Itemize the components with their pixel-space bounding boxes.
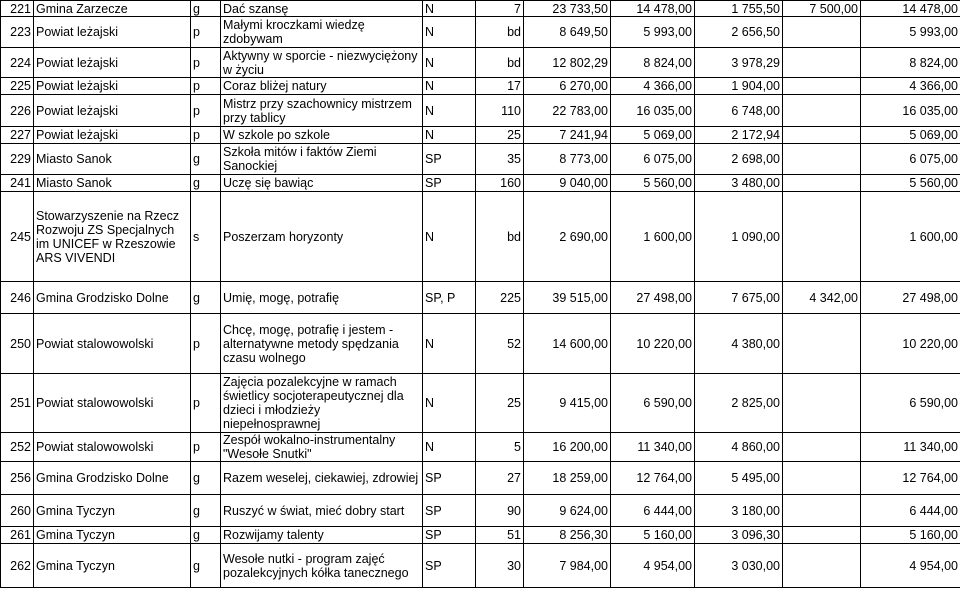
- requested-amount: 5 069,00: [611, 127, 695, 144]
- table-row: [1, 144, 960, 175]
- participant-count: 225: [476, 282, 524, 314]
- row-id: 250: [1, 314, 34, 374]
- applicant-name: Gmina Grodzisko Dolne: [34, 462, 191, 495]
- applicant-type: s: [191, 192, 221, 282]
- other-funds: [783, 527, 861, 544]
- table-row: [1, 282, 960, 314]
- school-type: N: [423, 127, 476, 144]
- project-title: Umię, mogę, potrafię: [221, 282, 423, 314]
- requested-amount: 4 954,00: [611, 544, 695, 588]
- school-type: N: [423, 1, 476, 17]
- table-row: [1, 527, 960, 544]
- own-contribution: 5 495,00: [695, 462, 783, 495]
- row-id: 225: [1, 78, 34, 95]
- total-cost: 8 256,30: [524, 527, 611, 544]
- applicant-type: g: [191, 527, 221, 544]
- project-title: Zespół wokalno-instrumentalny "Wesołe Snutki": [221, 433, 423, 462]
- applicant-name: Powiat leżajski: [34, 78, 191, 95]
- granted-amount: 5 993,00: [861, 17, 960, 48]
- other-funds: [783, 95, 861, 127]
- project-title: Wesołe nutki - program zajęć pozalekcyjnych kółka tanecznego: [221, 544, 423, 588]
- requested-amount: 6 590,00: [611, 374, 695, 433]
- school-type: N: [423, 433, 476, 462]
- requested-amount: 6 444,00: [611, 495, 695, 527]
- other-funds: [783, 374, 861, 433]
- total-cost: 23 733,50: [524, 1, 611, 17]
- applicant-name: Powiat stalowowolski: [34, 374, 191, 433]
- project-title: Mistrz przy szachownicy mistrzem przy tablicy: [221, 95, 423, 127]
- school-type: SP: [423, 544, 476, 588]
- participant-count: 25: [476, 127, 524, 144]
- applicant-type: g: [191, 462, 221, 495]
- project-title: Ruszyć w świat, mieć dobry start: [221, 495, 423, 527]
- participant-count: 5: [476, 433, 524, 462]
- project-title: Poszerzam horyzonty: [221, 192, 423, 282]
- other-funds: [783, 192, 861, 282]
- row-id: 260: [1, 495, 34, 527]
- row-id: 224: [1, 48, 34, 78]
- project-title: Dać szansę: [221, 1, 423, 17]
- own-contribution: 2 656,50: [695, 17, 783, 48]
- row-id: 223: [1, 17, 34, 48]
- applicant-name: Powiat leżajski: [34, 95, 191, 127]
- requested-amount: 1 600,00: [611, 192, 695, 282]
- applicant-name: Miasto Sanok: [34, 144, 191, 175]
- project-title: Aktywny w sporcie - niezwyciężony w życiu: [221, 48, 423, 78]
- participant-count: 27: [476, 462, 524, 495]
- row-id: 252: [1, 433, 34, 462]
- own-contribution: 3 480,00: [695, 175, 783, 192]
- school-type: N: [423, 78, 476, 95]
- applicant-type: p: [191, 374, 221, 433]
- granted-amount: 12 764,00: [861, 462, 960, 495]
- project-title: Razem weselej, ciekawiej, zdrowiej: [221, 462, 423, 495]
- school-type: SP: [423, 175, 476, 192]
- applicant-type: p: [191, 17, 221, 48]
- total-cost: 9 040,00: [524, 175, 611, 192]
- requested-amount: 12 764,00: [611, 462, 695, 495]
- row-id: 241: [1, 175, 34, 192]
- applicant-type: g: [191, 144, 221, 175]
- participant-count: 35: [476, 144, 524, 175]
- own-contribution: 2 172,94: [695, 127, 783, 144]
- applicant-type: p: [191, 433, 221, 462]
- own-contribution: 3 096,30: [695, 527, 783, 544]
- participant-count: 52: [476, 314, 524, 374]
- granted-amount: 27 498,00: [861, 282, 960, 314]
- applicant-name: Gmina Grodzisko Dolne: [34, 282, 191, 314]
- row-id: 245: [1, 192, 34, 282]
- applicant-type: g: [191, 175, 221, 192]
- participant-count: 110: [476, 95, 524, 127]
- participant-count: 25: [476, 374, 524, 433]
- requested-amount: 14 478,00: [611, 1, 695, 17]
- applicant-name: Gmina Tyczyn: [34, 495, 191, 527]
- own-contribution: 4 860,00: [695, 433, 783, 462]
- granted-amount: 6 075,00: [861, 144, 960, 175]
- requested-amount: 16 035,00: [611, 95, 695, 127]
- own-contribution: 2 825,00: [695, 374, 783, 433]
- other-funds: [783, 175, 861, 192]
- project-title: Małymi kroczkami wiedzę zdobywam: [221, 17, 423, 48]
- applicant-type: p: [191, 78, 221, 95]
- other-funds: 4 342,00: [783, 282, 861, 314]
- school-type: N: [423, 374, 476, 433]
- project-title: W szkole po szkole: [221, 127, 423, 144]
- applicant-type: p: [191, 127, 221, 144]
- participant-count: bd: [476, 192, 524, 282]
- row-id: 229: [1, 144, 34, 175]
- other-funds: [783, 495, 861, 527]
- school-type: SP: [423, 495, 476, 527]
- project-title: Uczę się bawiąc: [221, 175, 423, 192]
- table-row: [1, 1, 960, 17]
- granted-amount: 6 444,00: [861, 495, 960, 527]
- table-row: [1, 462, 960, 495]
- other-funds: [783, 462, 861, 495]
- project-title: Coraz bliżej natury: [221, 78, 423, 95]
- total-cost: 6 270,00: [524, 78, 611, 95]
- school-type: N: [423, 192, 476, 282]
- other-funds: [783, 433, 861, 462]
- other-funds: [783, 544, 861, 588]
- granted-amount: 4 366,00: [861, 78, 960, 95]
- participant-count: 7: [476, 1, 524, 17]
- own-contribution: 3 030,00: [695, 544, 783, 588]
- applicant-type: g: [191, 495, 221, 527]
- own-contribution: 3 978,29: [695, 48, 783, 78]
- other-funds: [783, 127, 861, 144]
- table-row: [1, 374, 960, 433]
- requested-amount: 11 340,00: [611, 433, 695, 462]
- applicant-name: Gmina Tyczyn: [34, 544, 191, 588]
- table-row: [1, 95, 960, 127]
- table-row: [1, 48, 960, 78]
- school-type: N: [423, 314, 476, 374]
- row-id: 221: [1, 1, 34, 17]
- total-cost: 39 515,00: [524, 282, 611, 314]
- own-contribution: 7 675,00: [695, 282, 783, 314]
- applicant-type: g: [191, 282, 221, 314]
- total-cost: 2 690,00: [524, 192, 611, 282]
- table-row: [1, 544, 960, 588]
- table-row: [1, 17, 960, 48]
- participant-count: 90: [476, 495, 524, 527]
- total-cost: 9 415,00: [524, 374, 611, 433]
- requested-amount: 8 824,00: [611, 48, 695, 78]
- project-title: Szkoła mitów i faktów Ziemi Sanockiej: [221, 144, 423, 175]
- row-id: 251: [1, 374, 34, 433]
- school-type: N: [423, 17, 476, 48]
- other-funds: [783, 144, 861, 175]
- requested-amount: 5 993,00: [611, 17, 695, 48]
- requested-amount: 5 160,00: [611, 527, 695, 544]
- participant-count: bd: [476, 17, 524, 48]
- own-contribution: 3 180,00: [695, 495, 783, 527]
- school-type: SP, P: [423, 282, 476, 314]
- applicant-name: Powiat leżajski: [34, 127, 191, 144]
- table-row: [1, 78, 960, 95]
- school-type: SP: [423, 462, 476, 495]
- row-id: 246: [1, 282, 34, 314]
- requested-amount: 4 366,00: [611, 78, 695, 95]
- row-id: 256: [1, 462, 34, 495]
- applicant-name: Powiat stalowowolski: [34, 433, 191, 462]
- applicant-name: Powiat leżajski: [34, 17, 191, 48]
- own-contribution: 1 755,50: [695, 1, 783, 17]
- granted-amount: 6 590,00: [861, 374, 960, 433]
- requested-amount: 6 075,00: [611, 144, 695, 175]
- project-title: Zajęcia pozalekcyjne w ramach świetlicy socjoterapeutycznej dla dzieci i młodzieży niepełnosprawnej: [221, 374, 423, 433]
- applicant-type: p: [191, 314, 221, 374]
- participant-count: 30: [476, 544, 524, 588]
- table-row: [1, 433, 960, 462]
- own-contribution: 4 380,00: [695, 314, 783, 374]
- other-funds: [783, 314, 861, 374]
- own-contribution: 1 904,00: [695, 78, 783, 95]
- table-row: [1, 495, 960, 527]
- applicant-name: Gmina Tyczyn: [34, 527, 191, 544]
- applicant-name: Powiat stalowowolski: [34, 314, 191, 374]
- total-cost: 9 624,00: [524, 495, 611, 527]
- granted-amount: 14 478,00: [861, 1, 960, 17]
- project-title: Rozwijamy talenty: [221, 527, 423, 544]
- total-cost: 12 802,29: [524, 48, 611, 78]
- total-cost: 7 984,00: [524, 544, 611, 588]
- participant-count: 51: [476, 527, 524, 544]
- row-id: 262: [1, 544, 34, 588]
- other-funds: [783, 48, 861, 78]
- school-type: SP: [423, 527, 476, 544]
- school-type: N: [423, 95, 476, 127]
- total-cost: 8 649,50: [524, 17, 611, 48]
- requested-amount: 10 220,00: [611, 314, 695, 374]
- granted-amount: 1 600,00: [861, 192, 960, 282]
- table-row: [1, 175, 960, 192]
- applicant-type: g: [191, 1, 221, 17]
- other-funds: [783, 17, 861, 48]
- project-title: Chcę, mogę, potrafię i jestem - alternatywne metody spędzania czasu wolnego: [221, 314, 423, 374]
- applicant-type: g: [191, 544, 221, 588]
- own-contribution: 1 090,00: [695, 192, 783, 282]
- applicant-name: Powiat leżajski: [34, 48, 191, 78]
- total-cost: 18 259,00: [524, 462, 611, 495]
- applicant-type: p: [191, 48, 221, 78]
- total-cost: 22 783,00: [524, 95, 611, 127]
- granted-amount: 16 035,00: [861, 95, 960, 127]
- participant-count: 160: [476, 175, 524, 192]
- row-id: 227: [1, 127, 34, 144]
- granted-amount: 5 560,00: [861, 175, 960, 192]
- table-body: [1, 1, 960, 588]
- participant-count: 17: [476, 78, 524, 95]
- granted-amount: 5 160,00: [861, 527, 960, 544]
- row-id: 226: [1, 95, 34, 127]
- total-cost: 16 200,00: [524, 433, 611, 462]
- other-funds: 7 500,00: [783, 1, 861, 17]
- total-cost: 7 241,94: [524, 127, 611, 144]
- table-row: [1, 127, 960, 144]
- own-contribution: 2 698,00: [695, 144, 783, 175]
- applicant-type: p: [191, 95, 221, 127]
- other-funds: [783, 78, 861, 95]
- applicant-name: Stowarzyszenie na Rzecz Rozwoju ZS Specjalnych im UNICEF w Rzeszowie ARS VIVENDI: [34, 192, 191, 282]
- granted-amount: 8 824,00: [861, 48, 960, 78]
- school-type: SP: [423, 144, 476, 175]
- row-id: 261: [1, 527, 34, 544]
- granted-amount: 4 954,00: [861, 544, 960, 588]
- requested-amount: 27 498,00: [611, 282, 695, 314]
- applicant-name: Gmina Zarzecze: [34, 1, 191, 17]
- total-cost: 14 600,00: [524, 314, 611, 374]
- granted-amount: 10 220,00: [861, 314, 960, 374]
- granted-amount: 11 340,00: [861, 433, 960, 462]
- granted-amount: 5 069,00: [861, 127, 960, 144]
- participant-count: bd: [476, 48, 524, 78]
- total-cost: 8 773,00: [524, 144, 611, 175]
- applicant-name: Miasto Sanok: [34, 175, 191, 192]
- own-contribution: 6 748,00: [695, 95, 783, 127]
- table-row: [1, 314, 960, 374]
- table-row: [1, 192, 960, 282]
- school-type: N: [423, 48, 476, 78]
- requested-amount: 5 560,00: [611, 175, 695, 192]
